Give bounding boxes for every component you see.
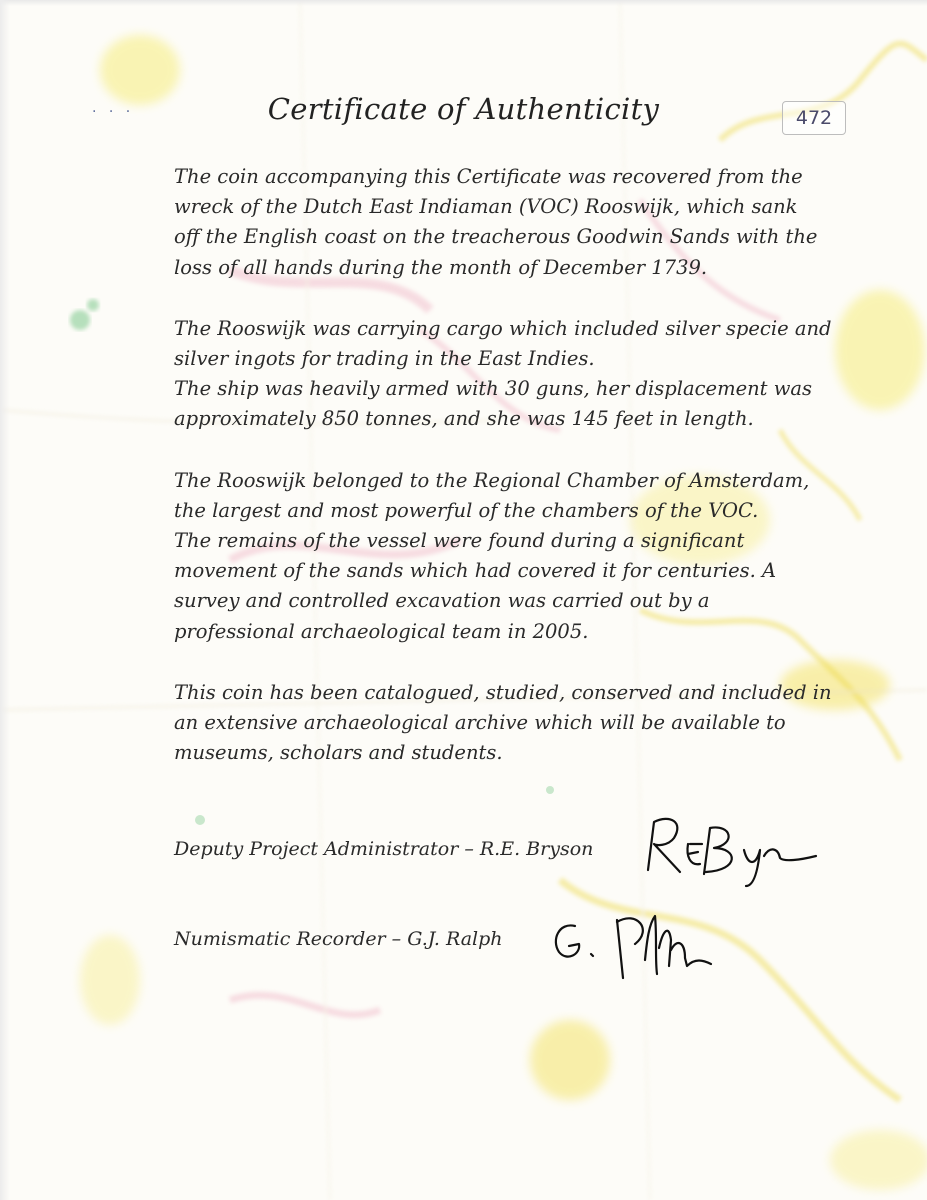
text-line: This coin has been catalogued, studied, conserved and included in: [174, 680, 832, 704]
scan-edge-top: [0, 0, 927, 6]
text-line: wreck of the Dutch East Indiaman (VOC) Rooswijk, which sank: [174, 195, 798, 219]
certificate-title: Certificate of Authenticity: [267, 92, 660, 126]
text-line: The remains of the vessel were found during a significant: [174, 529, 745, 553]
text-line: professional archaeological team in 2005.: [174, 619, 589, 643]
signature-ralph: [545, 900, 725, 990]
text-line: The ship was heavily armed with 30 guns, her displacement was: [174, 377, 813, 401]
text-line: movement of the sands which had covered it for centuries. A: [174, 559, 777, 583]
paragraph-cargo: [174, 314, 832, 435]
text-line: silver ingots for trading in the East Indies.: [174, 347, 595, 371]
paragraph-archive: [174, 678, 832, 769]
text-line: the largest and most powerful of the chambers of the VOC.: [174, 498, 759, 522]
paragraph-wreck-history: [174, 162, 824, 283]
text-line: The coin accompanying this Certificate was recovered from the: [174, 165, 803, 188]
text-line: approximately 850 tonnes, and she was 145 feet in length.: [174, 407, 754, 431]
text-line: The Rooswijk belonged to the Regional Chamber of Amsterdam,: [174, 468, 810, 492]
signature-bryson: [640, 800, 830, 890]
paragraph-excavation: [174, 466, 824, 647]
text-line: off the English coast on the treacherous Goodwin Sands with the: [174, 225, 818, 249]
scan-edge-left: [0, 0, 10, 1200]
text-line: loss of all hands during the month of December 1739.: [174, 255, 708, 279]
signatory-deputy-administrator: Deputy Project Administrator – R.E. Bryson: [174, 838, 594, 860]
text-line: museums, scholars and students.: [174, 741, 503, 765]
certificate-body: [174, 162, 832, 799]
page-number-stamp: 472: [782, 101, 846, 135]
signatory-numismatic-recorder: Numismatic Recorder – G.J. Ralph: [174, 928, 503, 950]
text-line: survey and controlled excavation was carried out by a: [174, 589, 710, 613]
corner-mark: · · ·: [92, 104, 135, 120]
text-line: The Rooswijk was carrying cargo which included silver specie and: [174, 316, 832, 340]
text-line: an extensive archaeological archive which will be available to: [174, 711, 786, 735]
